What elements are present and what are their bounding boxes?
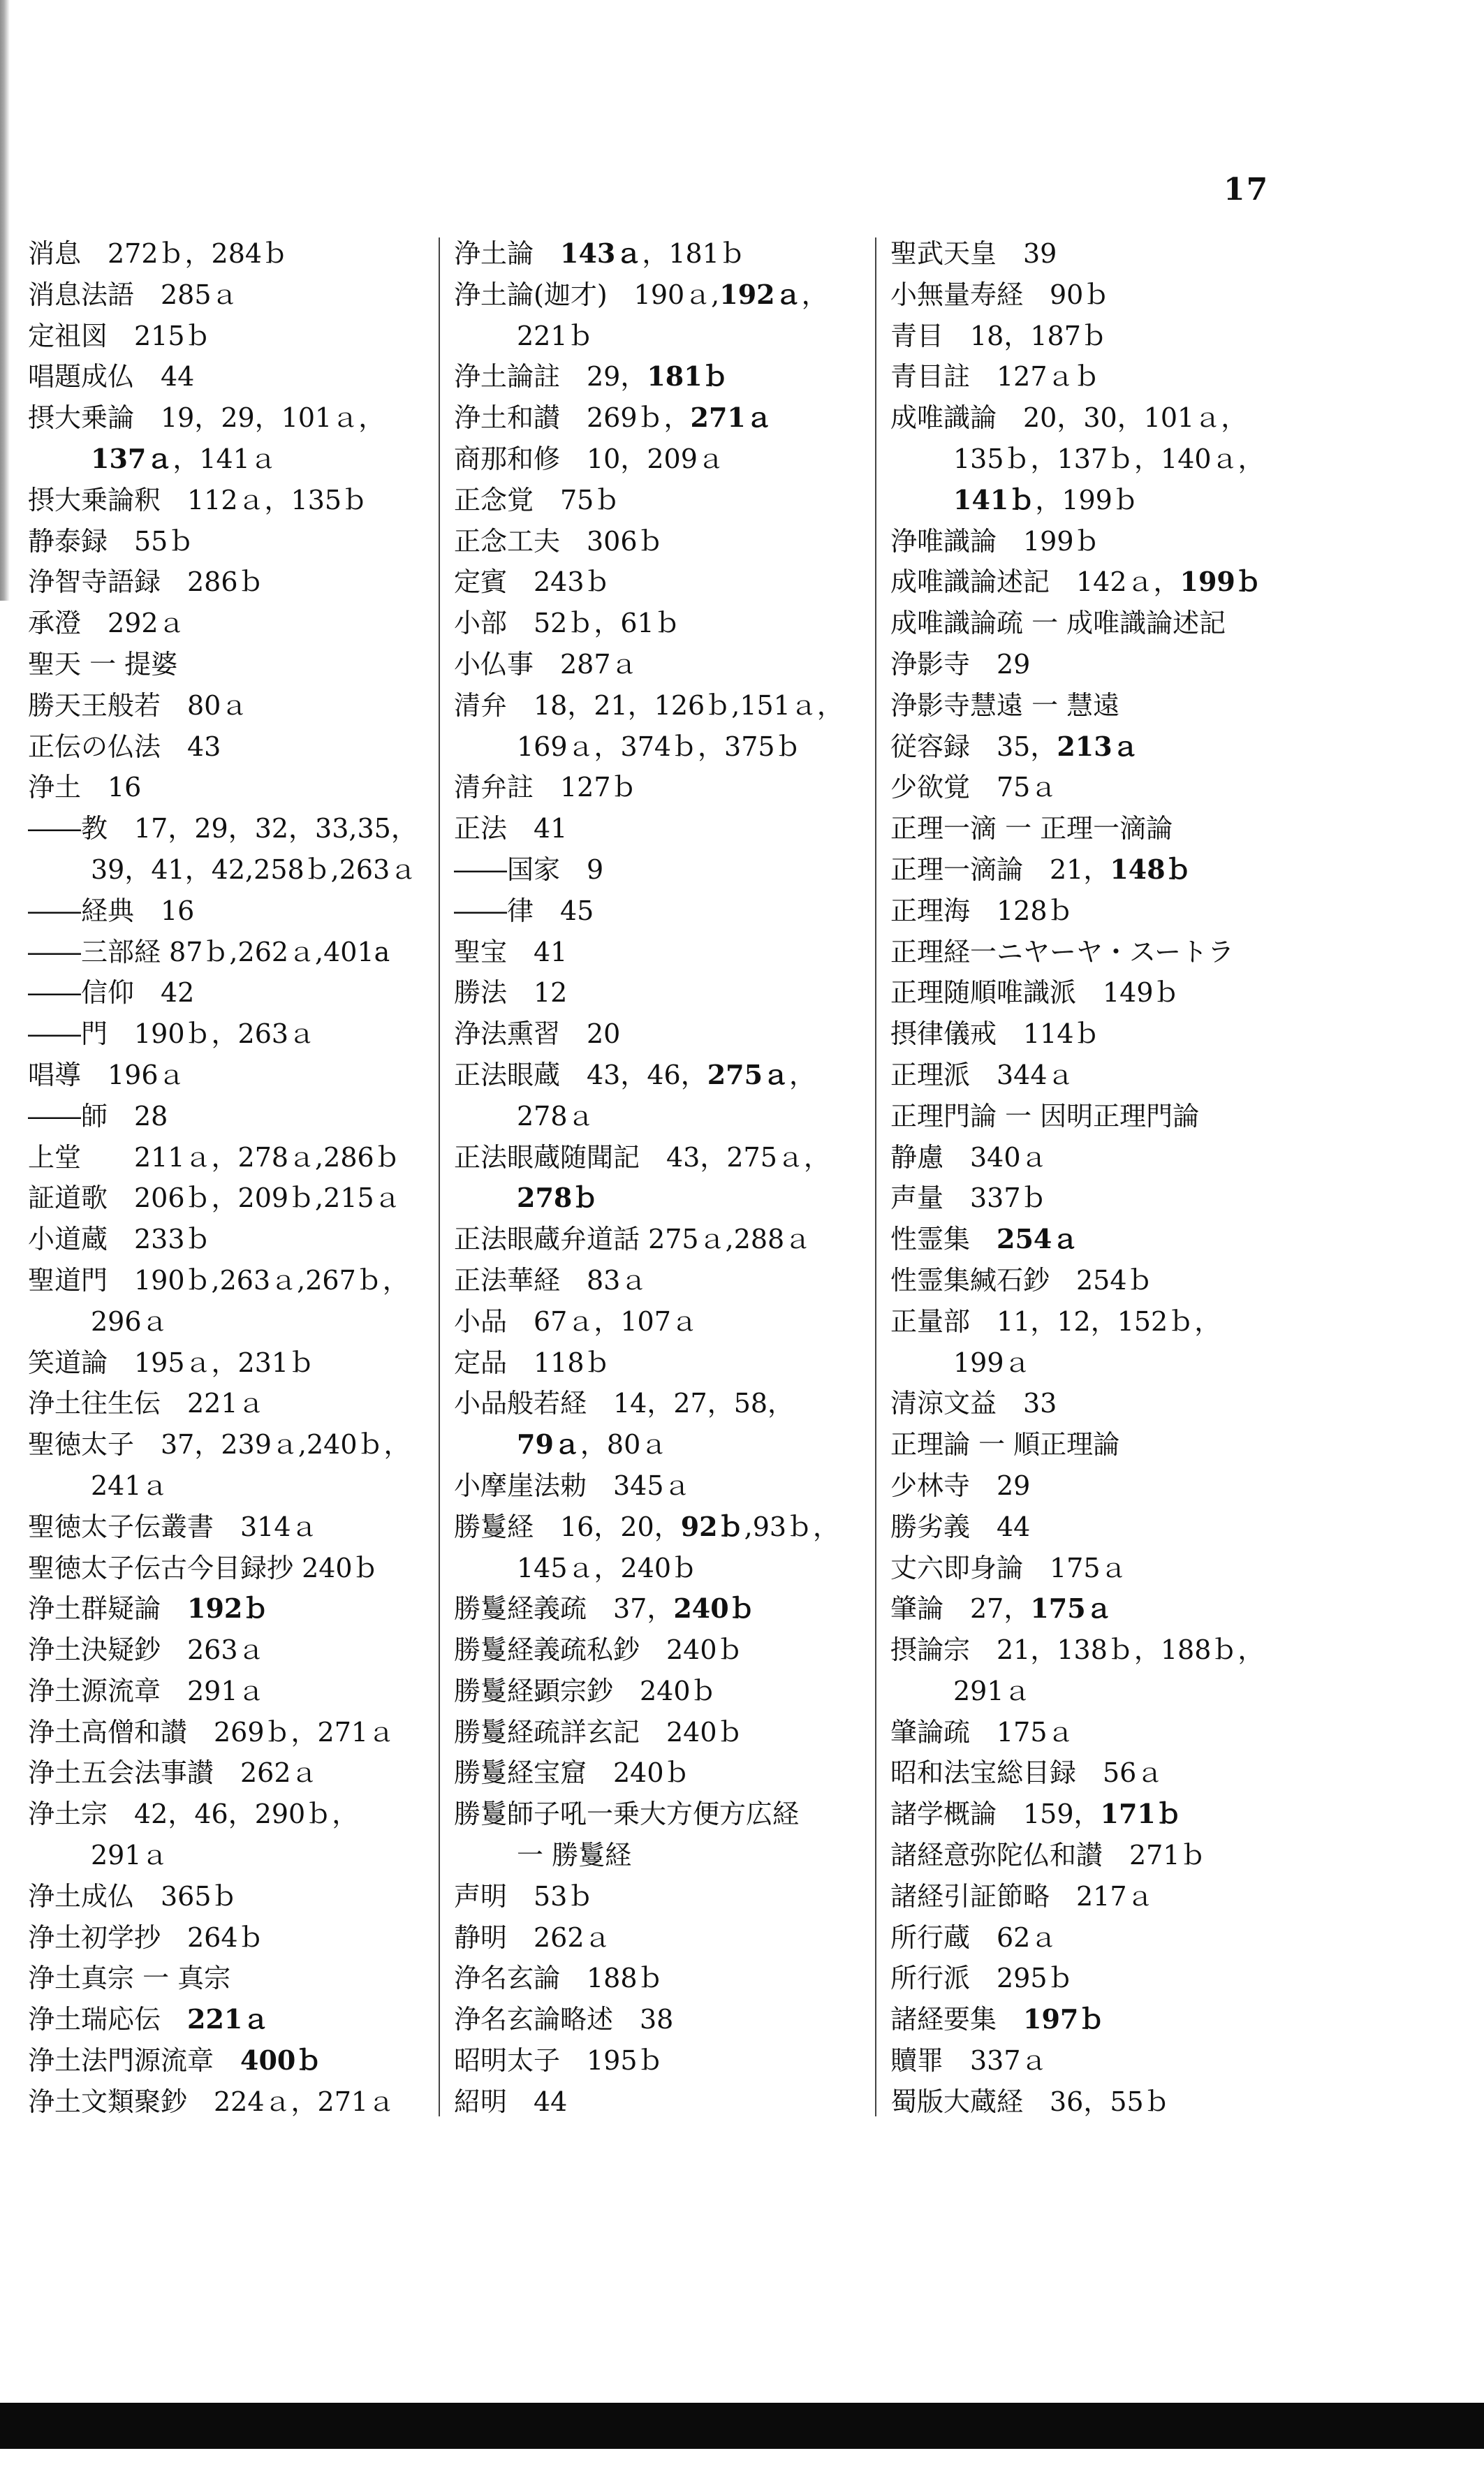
index-entry: 静泰録 55ｂ: [28, 525, 195, 557]
index-entry: 清弁 18，21，126ｂ,151ａ，: [454, 689, 844, 721]
index-entry-continuation: 145ａ，240ｂ: [517, 1552, 698, 1583]
entry-text: 諸経要集: [890, 2004, 1024, 2035]
index-entry: 証道歌 206ｂ，209ｂ,215ａ: [28, 1183, 401, 1214]
entry-text: 浄土論(迦才) 190ａ,: [454, 279, 720, 310]
index-entry-continuation: [28, 439, 419, 480]
entry-text: 正理一滴論 21，: [890, 854, 1110, 885]
index-entry: 浄土文類聚鈔 224ａ，271ａ: [28, 2086, 395, 2117]
index-entry: 小品般若経 14，27，58，: [454, 1388, 795, 1419]
bold-page-ref: 79ａ: [517, 1428, 580, 1461]
index-entry: 青目註 127ａｂ: [890, 361, 1101, 393]
index-entry: ――師 28: [28, 1100, 168, 1132]
index-entry: 正念覚 75ｂ: [454, 484, 621, 515]
index-entry: 正法眼蔵弁道話 275ａ,288ａ: [454, 1224, 811, 1255]
index-entry: ――教 17，29，32，33,35，: [28, 813, 418, 844]
entry-text: 勝鬘経義疏 37，: [454, 1593, 674, 1625]
index-entry: 聖武天皇 39: [890, 238, 1057, 269]
index-entry: 笑道論 195ａ，231ｂ: [28, 1347, 316, 1378]
bold-page-ref: 199ｂ: [1180, 566, 1262, 598]
entry-text: 浄土論: [454, 238, 561, 269]
index-entry: 正理一滴 一 正理一滴論: [890, 813, 1173, 844]
index-entry-continuation: 39，41，42,258ｂ,263ａ: [91, 854, 417, 885]
index-entry-continuation: 291ａ: [953, 1675, 1031, 1706]
index-entry: [890, 1219, 1281, 1260]
index-entry: [890, 562, 1281, 603]
bold-page-ref: 275ａ: [707, 1058, 790, 1090]
index-entry: 少欲覚 75ａ: [890, 772, 1057, 803]
entry-text: ，181ｂ: [642, 238, 746, 269]
index-entry: 清涼文益 33: [890, 1388, 1057, 1419]
entry-text: ,93ｂ，: [744, 1511, 840, 1542]
index-entry-continuation: 135ｂ，137ｂ，140ａ，: [953, 443, 1265, 474]
index-entry: 正法眼蔵随聞記 43，275ａ，: [454, 1141, 830, 1173]
index-entry: 蜀版大蔵経 36，55ｂ: [890, 2086, 1170, 2117]
index-entry-continuation: 221ｂ: [517, 320, 594, 351]
bold-page-ref: 400ｂ: [240, 2044, 323, 2077]
index-entry: 勝鬘経疏詳玄記 240ｂ: [454, 1716, 744, 1748]
index-entry: [890, 1588, 1281, 1630]
index-entry: 摂大乗論 19，29，101ａ，: [28, 402, 385, 434]
index-entry: 紹明 44: [454, 2086, 568, 2117]
index-entry: 定祖図 215ｂ: [28, 320, 212, 351]
index-entry: 浄土宗 42，46，290ｂ，: [28, 1799, 359, 1830]
index-entry: 浄土往生伝 221ａ: [28, 1388, 265, 1419]
index-entry: 唱題成仏 44: [28, 361, 195, 393]
index-entry: 定品 118ｂ: [454, 1347, 611, 1378]
bold-page-ref: 192ｂ: [187, 1593, 270, 1625]
index-entry: 聖徳太子伝叢書 314ａ: [28, 1511, 318, 1542]
index-entry: [454, 1588, 845, 1630]
index-entry-continuation: 278ａ: [517, 1100, 594, 1132]
index-entry: 声明 53ｂ: [454, 1880, 594, 1912]
bold-page-ref: 175ａ: [1030, 1593, 1112, 1625]
index-entry: 正伝の仏法 43: [28, 731, 221, 762]
index-entry: 浄名玄論 188ｂ: [454, 1963, 664, 1994]
entry-text: 性霊集: [890, 1224, 997, 1255]
entry-text: 諸学概論 159，: [890, 1799, 1101, 1830]
entry-text: ，80ａ: [580, 1429, 668, 1461]
index-entry: ――律 45: [454, 895, 594, 926]
index-entry: 上堂 211ａ，278ａ,286ｂ: [28, 1141, 401, 1173]
index-entry-continuation: 291ａ: [91, 1840, 168, 1871]
index-entry: 浄土 16: [28, 772, 142, 803]
index-entry-continuation: 一 勝鬘経: [517, 1840, 632, 1871]
index-entry: 商那和修 10，209ａ: [454, 443, 724, 474]
index-entry: ――三部経 87ｂ,262ａ,401a: [28, 936, 390, 967]
index-entry: [454, 356, 845, 397]
index-entry: 小部 52ｂ，61ｂ: [454, 608, 681, 639]
index-entry: 聖徳太子 37，239ａ,240ｂ，: [28, 1429, 411, 1461]
index-entry: 正法華経 83ａ: [454, 1264, 647, 1296]
index-entry: 浄土高僧和讃 269ｂ，271ａ: [28, 1716, 395, 1748]
index-entry: 浄法熏習 20: [454, 1018, 621, 1050]
index-entry: 正理海 128ｂ: [890, 895, 1074, 926]
bold-page-ref: 171ｂ: [1100, 1798, 1182, 1830]
index-entry: 摂大乗論釈 112ａ，135ｂ: [28, 484, 369, 515]
bold-page-ref: 221ａ: [187, 2003, 270, 2035]
column-divider: [875, 237, 876, 2116]
index-entry: ――門 190ｂ，263ａ: [28, 1018, 316, 1050]
entry-text: 肇論 27，: [890, 1593, 1031, 1625]
bold-page-ref: 143ａ: [560, 237, 642, 269]
index-entry-continuation: 169ａ，374ｂ，375ｂ: [517, 731, 802, 762]
index-entry: 正量部 11，12，152ｂ，: [890, 1305, 1221, 1337]
index-column-3: [890, 233, 1281, 2123]
index-entry: 性霊集緘石鈔 254ｂ: [890, 1264, 1154, 1296]
bold-page-ref: 148ｂ: [1110, 853, 1192, 885]
index-entry: 正理論 一 順正理論: [890, 1429, 1120, 1461]
index-entry: 丈六即身論 175ａ: [890, 1552, 1127, 1583]
index-entry: 所行蔵 62ａ: [890, 1922, 1057, 1953]
index-entry: [454, 233, 845, 275]
index-entry: 浄土源流章 291ａ: [28, 1675, 265, 1706]
bold-page-ref: 240ｂ: [673, 1593, 756, 1625]
index-entry: 小仏事 287ａ: [454, 648, 638, 680]
index-entry: 浄土真宗 一 真宗: [28, 1963, 231, 1994]
index-entry: 少林寺 29: [890, 1470, 1031, 1501]
index-entry: 勝鬘師子吼一乗大方便方広経: [454, 1799, 800, 1830]
index-entry: 成唯識論疏 一 成唯識論述記: [890, 608, 1226, 639]
index-entry: 肇論疏 175ａ: [890, 1716, 1074, 1748]
index-entry: 正理門論 一 因明正理門論: [890, 1100, 1200, 1132]
entry-text: 浄土法門源流章: [28, 2045, 241, 2077]
bold-page-ref: 137ａ: [91, 442, 173, 474]
entry-text: 浄土論註 29，: [454, 361, 647, 393]
index-entry: [890, 849, 1281, 891]
index-entry: 勝鬘経義疏私鈔 240ｂ: [454, 1634, 744, 1666]
index-entry: [890, 1794, 1281, 1835]
index-entry-continuation: 199ａ: [953, 1347, 1031, 1378]
index-entry: 静慮 340ａ: [890, 1141, 1048, 1173]
index-entry: 浄土五会法事讃 262ａ: [28, 1757, 318, 1789]
index-entry-continuation: 241ａ: [91, 1470, 168, 1501]
entry-text: 浄土瑞応伝: [28, 2004, 188, 2035]
bold-page-ref: 192ａ: [719, 278, 802, 310]
entry-text: ，: [801, 279, 828, 310]
index-entry: 浄名玄論略述 38: [454, 2004, 674, 2035]
index-entry: 勝鬘経顕宗鈔 240ｂ: [454, 1675, 717, 1706]
index-entry: 勝法 12: [454, 977, 568, 1009]
index-entry: [454, 1055, 845, 1096]
entry-text: 勝鬘経 16，20，: [454, 1511, 681, 1542]
bold-page-ref: 141ｂ: [953, 483, 1036, 515]
index-entry-continuation: [454, 1178, 845, 1219]
index-entry: 正理経一ニヤーヤ・スートラ: [890, 936, 1235, 967]
index-entry: 定賓 243ｂ: [454, 566, 611, 598]
index-entry: 浄土初学抄 264ｂ: [28, 1922, 265, 1953]
index-entry: 勝天王般若 80ａ: [28, 689, 248, 721]
index-entry: 所行派 295ｂ: [890, 1963, 1074, 1994]
index-entry-continuation: [454, 1424, 845, 1465]
index-column-2: [454, 233, 845, 2123]
column-divider: [439, 237, 440, 2116]
index-entry: 浄土成仏 365ｂ: [28, 1880, 238, 1912]
entry-text: 浄土和讃 269ｂ，: [454, 402, 691, 434]
scan-edge-shadow: [0, 0, 10, 601]
index-entry: 浄土決疑鈔 263ａ: [28, 1634, 265, 1666]
bold-page-ref: 254ａ: [997, 1223, 1079, 1255]
index-entry: 勝劣義 44: [890, 1511, 1031, 1542]
index-entry: [454, 1507, 845, 1548]
index-entry: [454, 397, 845, 439]
index-entry-continuation: [890, 480, 1281, 521]
bold-page-ref: 271ａ: [690, 402, 772, 434]
index-entry: 青目 18，187ｂ: [890, 320, 1108, 351]
index-entry: 承澄 292ａ: [28, 608, 185, 639]
index-entry: ――信仰 42: [28, 977, 195, 1009]
index-entry: 聖宝 41: [454, 936, 568, 967]
index-entry: 静明 262ａ: [454, 1922, 611, 1953]
index-entry: [890, 726, 1281, 768]
index-entry: 正理派 344ａ: [890, 1059, 1074, 1090]
index-entry: 小道蔵 233ｂ: [28, 1224, 212, 1255]
index-entry: [28, 2040, 419, 2081]
index-entry: [454, 275, 845, 316]
index-entry: 摂律儀戒 114ｂ: [890, 1018, 1101, 1050]
index-entry: 浄智寺語録 286ｂ: [28, 566, 265, 598]
index-entry: [28, 1999, 419, 2040]
index-entry: 聖道門 190ｂ,263ａ,267ｂ，: [28, 1264, 409, 1296]
entry-text: ，199ｂ: [1035, 484, 1139, 515]
index-entry: 声量 337ｂ: [890, 1183, 1048, 1214]
bold-page-ref: 92ｂ: [680, 1510, 744, 1542]
index-entry: 小無量寿経 90ｂ: [890, 279, 1110, 310]
index-entry: 昭和法宝総目録 56ａ: [890, 1757, 1163, 1789]
entry-text: 成唯識論述記 142ａ，: [890, 566, 1180, 598]
bold-page-ref: 197ｂ: [1023, 2003, 1105, 2035]
index-entry: 消息 272ｂ，284ｂ: [28, 238, 289, 269]
entry-text: 浄土群疑論: [28, 1593, 188, 1625]
index-entry: 小品 67ａ，107ａ: [454, 1305, 698, 1337]
entry-text: 従容録 35，: [890, 731, 1057, 762]
index-entry: [890, 1999, 1281, 2040]
page-number: 17: [1224, 172, 1270, 207]
index-entry: [28, 1588, 419, 1630]
index-entry: 浄影寺慧遠 一 慧遠: [890, 689, 1120, 721]
index-entry: 諸経意弥陀仏和讃 271ｂ: [890, 1840, 1207, 1871]
index-entry-continuation: 296ａ: [91, 1305, 168, 1337]
index-entry: 小摩崖法勅 345ａ: [454, 1470, 691, 1501]
index-entry: 清弁註 127ｂ: [454, 772, 638, 803]
index-entry: ――経典 16: [28, 895, 195, 926]
index-entry: 聖天 一 提婆: [28, 648, 178, 680]
index-entry: 摂論宗 21，138ｂ，188ｂ，: [890, 1634, 1265, 1666]
index-entry: 昭明太子 195ｂ: [454, 2045, 664, 2077]
index-column-1: [28, 233, 419, 2123]
index-entry: 成唯識論 20，30，101ａ，: [890, 402, 1248, 434]
index-entry: 唱導 196ａ: [28, 1059, 185, 1090]
index-entry: 正理随順唯識派 149ｂ: [890, 977, 1180, 1009]
entry-text: ，141ａ: [172, 443, 277, 474]
scan-bottom-bar: [0, 2403, 1484, 2449]
index-entry: 勝鬘経宝窟 240ｂ: [454, 1757, 691, 1789]
index-entry: 消息法語 285ａ: [28, 279, 238, 310]
index-entry: 正念工夫 306ｂ: [454, 525, 664, 557]
index-entry: 浄唯識論 199ｂ: [890, 525, 1101, 557]
index-entry: 贖罪 337ａ: [890, 2045, 1048, 2077]
index-entry: 正法 41: [454, 813, 568, 844]
bold-page-ref: 213ａ: [1057, 730, 1139, 762]
index-entry: 浄影寺 29: [890, 648, 1031, 680]
index-entry: 聖徳太子伝古今目録抄 240ｂ: [28, 1552, 379, 1583]
bold-page-ref: 278ｂ: [517, 1182, 599, 1214]
entry-text: ，: [789, 1059, 816, 1090]
index-entry: ――国家 9: [454, 854, 604, 885]
entry-text: 正法眼蔵 43，46，: [454, 1059, 707, 1090]
bold-page-ref: 181ｂ: [647, 360, 729, 393]
index-entry: 諸経引証節略 217ａ: [890, 1880, 1154, 1912]
